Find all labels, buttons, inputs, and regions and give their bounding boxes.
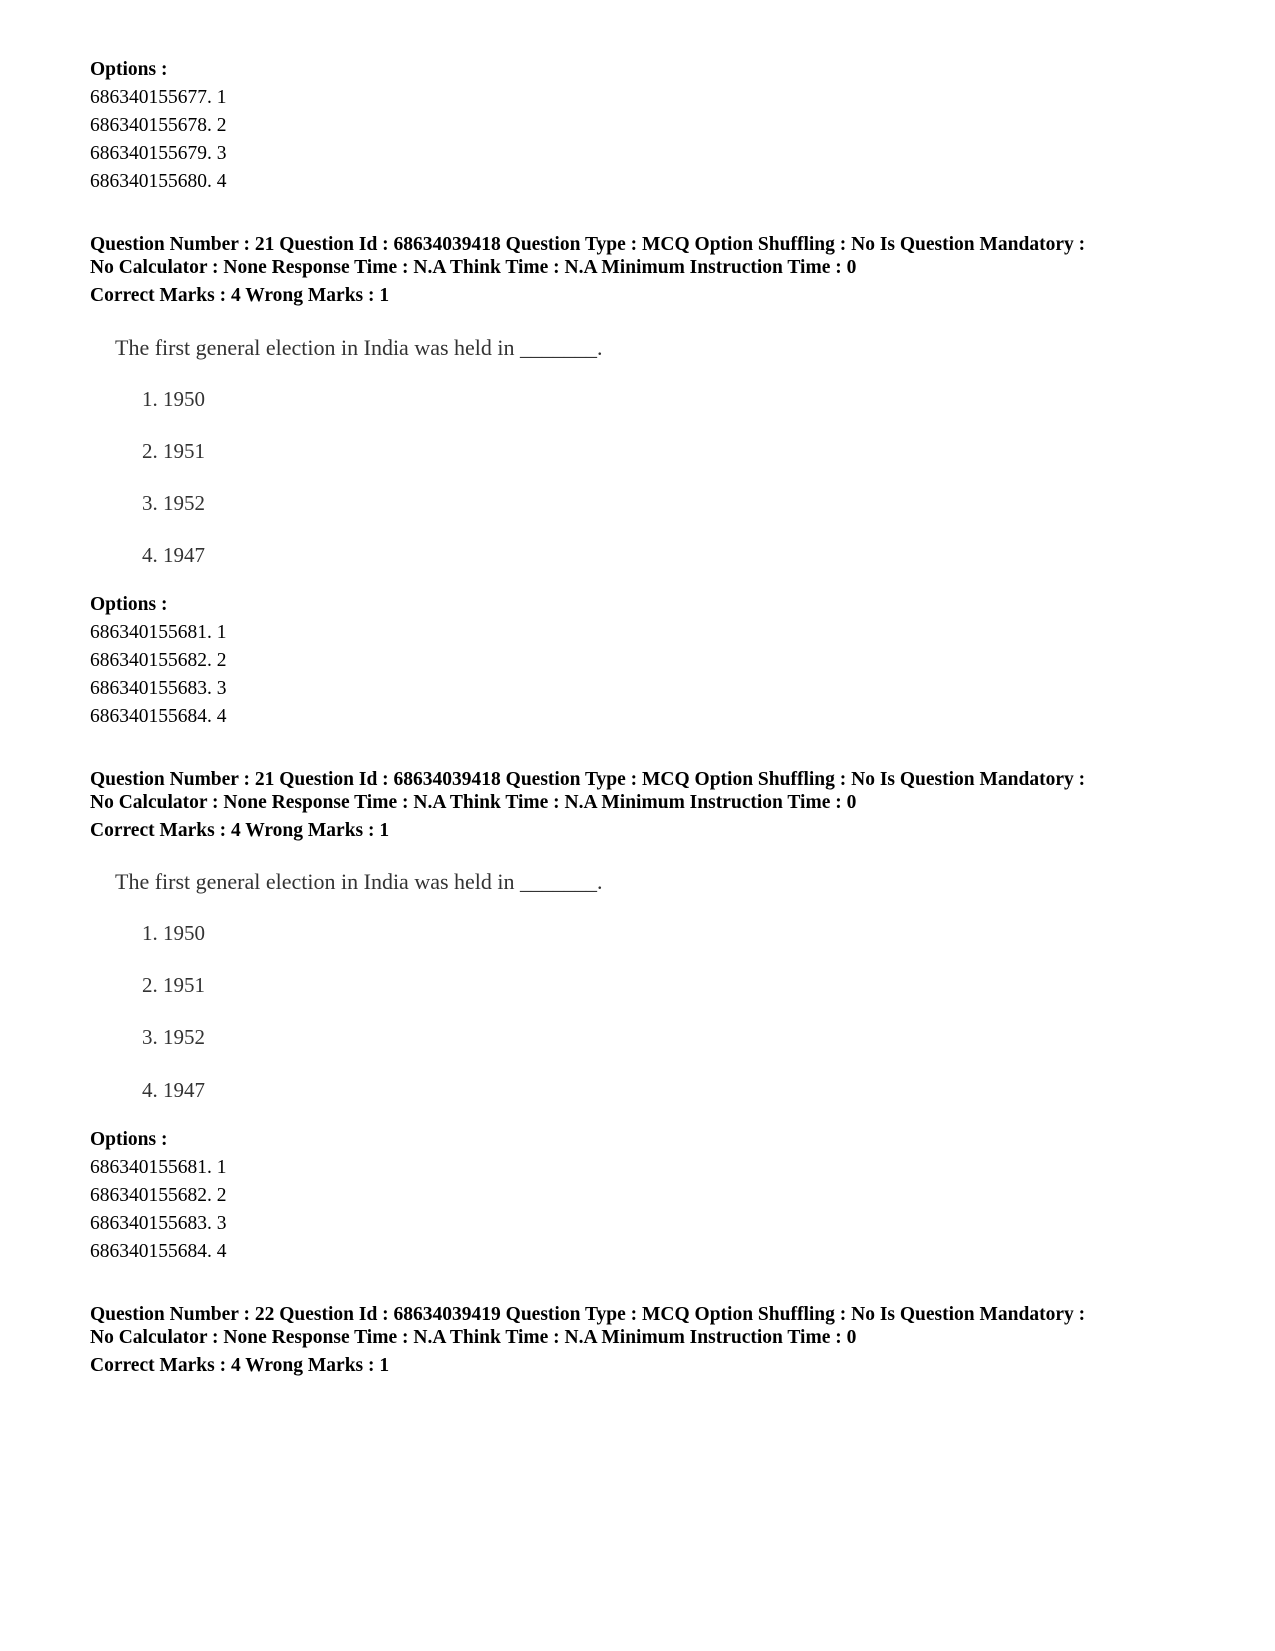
question-choice: 3. 1952 — [142, 491, 205, 515]
option-item: 686340155682. 2 — [90, 1185, 227, 1206]
question-choice: 1. 1950 — [142, 921, 205, 945]
question-meta-line: No Calculator : None Response Time : N.A Think Time : N.A Minimum Instruction Time : 0 — [90, 257, 857, 278]
option-item: 686340155679. 3 — [90, 143, 227, 164]
question-meta-line: No Calculator : None Response Time : N.A Think Time : N.A Minimum Instruction Time : 0 — [90, 792, 857, 813]
question-marks: Correct Marks : 4 Wrong Marks : 1 — [90, 820, 390, 841]
option-item: 686340155683. 3 — [90, 1213, 227, 1234]
option-item: 686340155684. 4 — [90, 706, 227, 727]
question-choice: 4. 1947 — [142, 1078, 205, 1102]
question-meta-line: Question Number : 22 Question Id : 68634039419 Question Type : MCQ Option Shuffling : No Is Question Mandatory : — [90, 1304, 1086, 1325]
option-item: 686340155681. 1 — [90, 1157, 227, 1178]
options-heading: Options : — [90, 1129, 168, 1150]
question-text: The first general election in India was held in _______. — [115, 869, 603, 894]
option-item: 686340155681. 1 — [90, 622, 227, 643]
option-item: 686340155684. 4 — [90, 1241, 227, 1262]
question-meta-line: No Calculator : None Response Time : N.A Think Time : N.A Minimum Instruction Time : 0 — [90, 1327, 857, 1348]
question-choice: 2. 1951 — [142, 439, 205, 463]
question-meta-line: Question Number : 21 Question Id : 68634039418 Question Type : MCQ Option Shuffling : No Is Question Mandatory : — [90, 234, 1086, 255]
question-marks: Correct Marks : 4 Wrong Marks : 1 — [90, 1355, 390, 1376]
options-heading: Options : — [90, 59, 168, 80]
options-heading: Options : — [90, 594, 168, 615]
option-item: 686340155682. 2 — [90, 650, 227, 671]
question-choice: 2. 1951 — [142, 973, 205, 997]
option-item: 686340155677. 1 — [90, 87, 227, 108]
question-meta-line: Question Number : 21 Question Id : 68634039418 Question Type : MCQ Option Shuffling : No Is Question Mandatory : — [90, 769, 1086, 790]
option-item: 686340155680. 4 — [90, 171, 227, 192]
option-item: 686340155678. 2 — [90, 115, 227, 136]
question-text: The first general election in India was held in _______. — [115, 335, 603, 360]
question-marks: Correct Marks : 4 Wrong Marks : 1 — [90, 285, 390, 306]
option-item: 686340155683. 3 — [90, 678, 227, 699]
question-choice: 1. 1950 — [142, 387, 205, 411]
question-choice: 3. 1952 — [142, 1025, 205, 1049]
question-choice: 4. 1947 — [142, 543, 205, 567]
